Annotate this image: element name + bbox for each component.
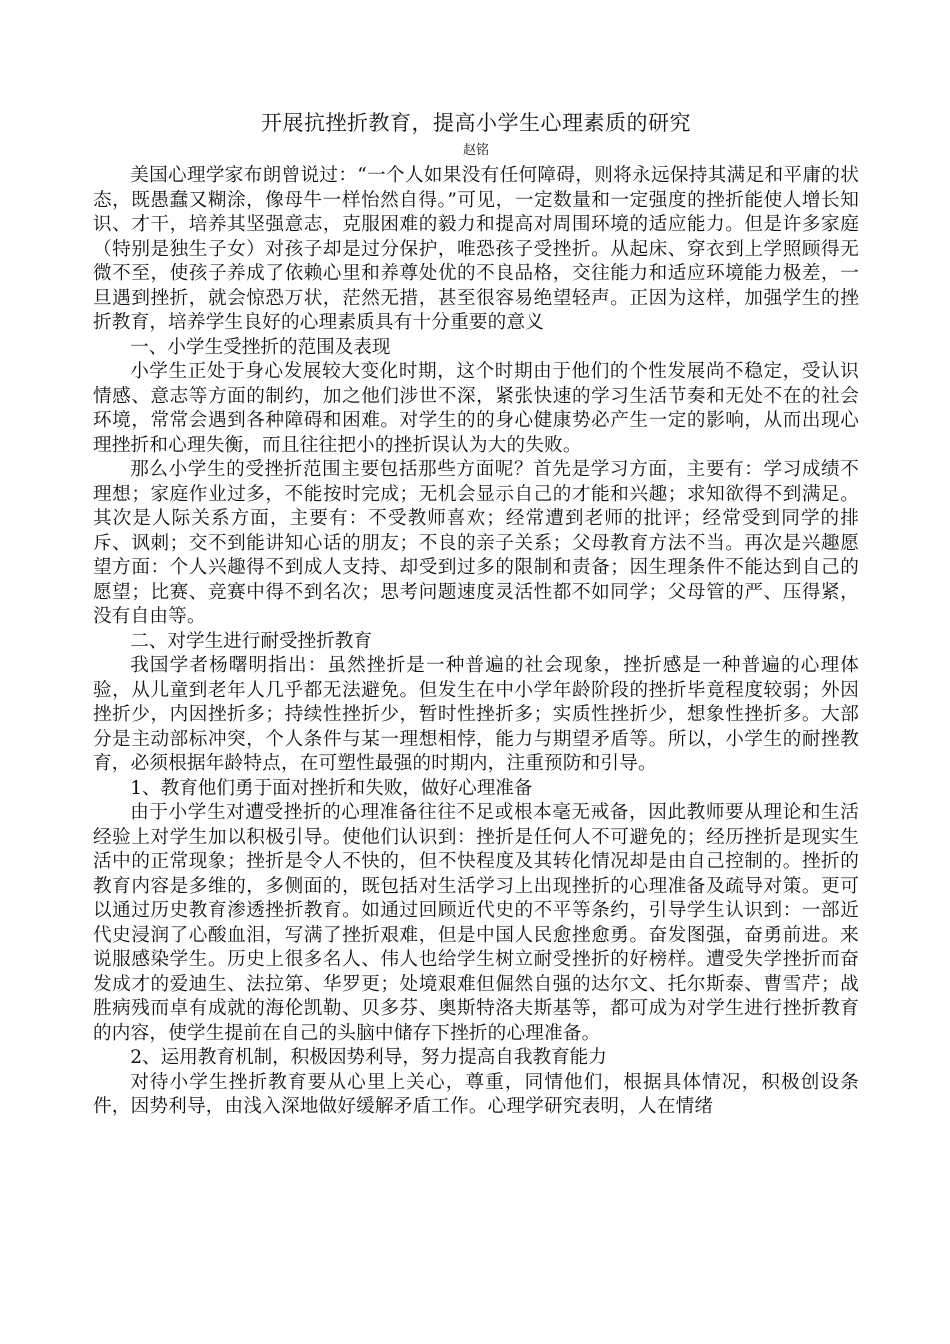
subsection-heading-2: 2、运用教育机制，积极因势利导，努力提高自我教育能力	[130, 1047, 607, 1068]
subsection-heading-1: 1、教育他们勇于面对挫折和失败，做好心理准备	[130, 777, 533, 799]
paragraph-intro: 美国心理学家布朗曾说过：“一个人如果没有任何障碍，则将永远保持其满足和平庸的状态，既愚蠢又糊涂，像母牛一样怡然自得。”可见，一定数量和一定强度的挫折能使人增长知识、才干，培养其坚强意志，克服困难的毅力和提高对周围环境的适应能力。但是许多家庭（特别是独生子女）对孩子却是过分保护，唯恐孩子受挫折。从起床、穿衣到上学照顾得无微不至，使孩子养成了依赖心里和养尊处优的不良品格，交往能力和适应环境能力极差，一旦遇到挫折，就会惊恐万状，茫然无措，甚至很容易绝望轻声。正因为这样，加强学生的挫折教育，培养学生良好的心理素质具有十分重要的意义	[93, 165, 859, 333]
paragraph-3: 那么小学生的受挫折范围主要包括那些方面呢？首先是学习方面，主要有：学习成绩不理想；家庭作业过多，不能按时完成；无机会显示自己的才能和兴趣；求知欲得不到满足。其次是人际关系方面，主要有：不受教师喜欢；经常遭到老师的批评；经常受到同学的排斥、讽刺；交不到能讲知心话的朋友；不良的亲子关系；父母教育方法不当。再次是兴趣愿望方面：个人兴趣得不到成人支持、却受到过多的限制和责备；因生理条件不能达到自己的愿望；比赛、竞赛中得不到名次；思考问题速度灵活性都不如同学；父母管的严、压得紧，没有自由等。	[93, 459, 859, 627]
paragraph-6: 对待小学生挫折教育要从心里上关心，尊重，同情他们，根据具体情况，积极创设条件，因势利导，由浅入深地做好缓解矛盾工作。心理学研究表明，人在情绪	[93, 1071, 859, 1117]
author-name: 赵铭	[462, 143, 489, 158]
paragraph-4: 我国学者杨曙明指出：虽然挫折是一种普遍的社会现象，挫折感是一种普遍的心理体验，从儿童到老年人几乎都无法避免。但发生在中小学年龄阶段的挫折毕竟程度较弱；外因挫折少，内因挫折多；持续性挫折少，暂时性挫折多；实质性挫折少，想象性挫折多。大部分是主动部标冲突，个人条件与某一理想相悖，能力与期望矛盾等。所以，小学生的耐挫教育，必须根据年龄特点，在可塑性最强的时期内，注重预防和引导。	[93, 655, 859, 774]
section-heading-1: 一、小学生受挫折的范围及表现	[130, 336, 391, 358]
paragraph-5: 由于小学生对遭受挫折的心理准备往往不足或根本毫无戒备，因此教师要从理论和生活经验上对学生加以积极引导。使他们认识到：挫折是任何人不可避免的；经历挫折是现实生活中的正常现象；挫折是令人不快的，但不快程度及其转化情况却是由自己控制的。挫折的教育内容是多维的，多侧面的，既包括对生活学习上出现挫折的心理准备及疏导对策。更可以通过历史教育渗透挫折教育。如通过回顾近代史的不平等条约，引导学生认识到：一部近代史浸润了心酸血泪，写满了挫折艰难，但是中国人民愈挫愈勇。奋发图强，奋勇前进。来说服感染学生。历史上很多名人、伟人也给学生树立耐受挫折的好榜样。遭受失学挫折而奋发成才的爱迪生、法拉第、华罗更；处境艰难但倔然自强的达尔文、托尔斯泰、曹雪芹；战胜病残而卓有成就的海伦凯勒、贝多芬、奥斯特洛夫斯基等，都可成为对学生进行挫折教育的内容，使学生提前在自己的头脑中储存下挫折的心理准备。	[93, 802, 859, 1044]
section-heading-2: 二、对学生进行耐受挫折教育	[130, 630, 372, 652]
paragraph-2: 小学生正处于身心发展较大变化时期，这个时期由于他们的个性发展尚不稳定，受认识情感、意志等方面的制约，加之他们涉世不深，紧张快速的学习生活节奏和无处不在的社会环境，常常会遇到各种障碍和困难。对学生的的身心健康势必产生一定的影响，从而出现心理挫折和心理失衡，而且往往把小的挫折误认为大的失败。	[93, 361, 859, 456]
document-page	[93, 108, 859, 1120]
document-title: 开展抗挫折教育，提高小学生心理素质的研究	[261, 111, 691, 135]
